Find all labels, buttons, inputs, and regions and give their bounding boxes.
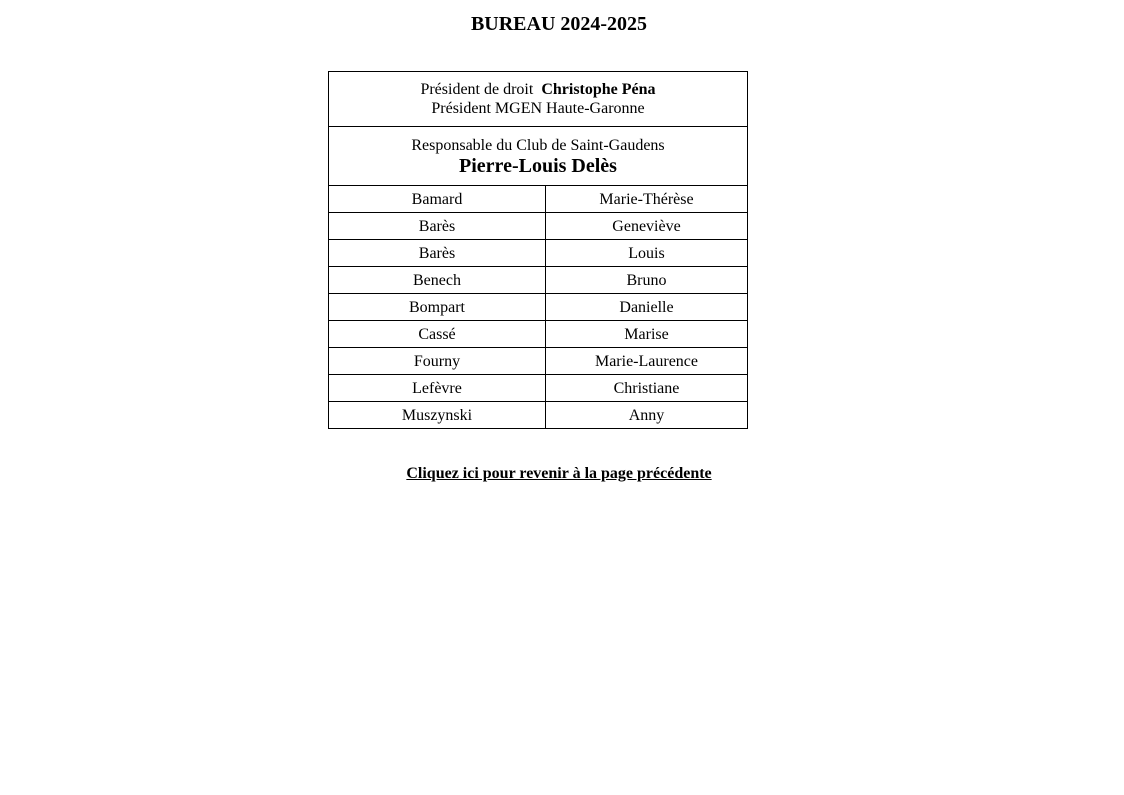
table-row xyxy=(329,240,748,267)
bureau-table xyxy=(328,71,748,429)
member-nom: Bompart xyxy=(329,294,546,321)
table-row xyxy=(329,375,748,402)
member-nom: Bamard xyxy=(329,186,546,213)
member-nom: Muszynski xyxy=(329,402,546,429)
table-row xyxy=(329,213,748,240)
responsable-role-label: Responsable du Club de Saint-Gaudens xyxy=(411,136,665,154)
member-prenom: Marie-Thérèse xyxy=(546,186,748,213)
member-nom: Cassé xyxy=(329,321,546,348)
back-link-container xyxy=(0,464,1118,483)
member-nom: Benech xyxy=(329,267,546,294)
page-title: BUREAU 2024-2025 xyxy=(470,13,648,35)
responsable-name: Pierre-Louis Delès xyxy=(459,154,617,177)
president-name: Christophe Péna xyxy=(541,81,656,98)
member-nom: Fourny xyxy=(329,348,546,375)
member-prenom: Christiane xyxy=(546,375,748,402)
table-row xyxy=(329,348,748,375)
member-prenom: Marie-Laurence xyxy=(546,348,748,375)
member-prenom: Marise xyxy=(546,321,748,348)
president-cell xyxy=(329,72,748,127)
responsable-cell xyxy=(329,127,748,186)
member-prenom: Bruno xyxy=(546,267,748,294)
table-row xyxy=(329,294,748,321)
president-subtitle: Président MGEN Haute-Garonne xyxy=(431,100,645,117)
table-row xyxy=(329,267,748,294)
member-prenom: Anny xyxy=(546,402,748,429)
president-line xyxy=(329,80,747,99)
member-nom: Barès xyxy=(329,213,546,240)
president-role-label: Président de droit xyxy=(420,81,534,98)
member-prenom: Geneviève xyxy=(546,213,748,240)
back-link[interactable]: Cliquez ici pour revenir à la page précédente xyxy=(406,465,712,482)
member-prenom: Louis xyxy=(546,240,748,267)
table-row xyxy=(329,186,748,213)
responsable-row xyxy=(329,127,748,186)
table-row xyxy=(329,402,748,429)
member-prenom: Danielle xyxy=(546,294,748,321)
member-nom: Barès xyxy=(329,240,546,267)
member-nom: Lefèvre xyxy=(329,375,546,402)
president-row xyxy=(329,72,748,127)
table-row xyxy=(329,321,748,348)
